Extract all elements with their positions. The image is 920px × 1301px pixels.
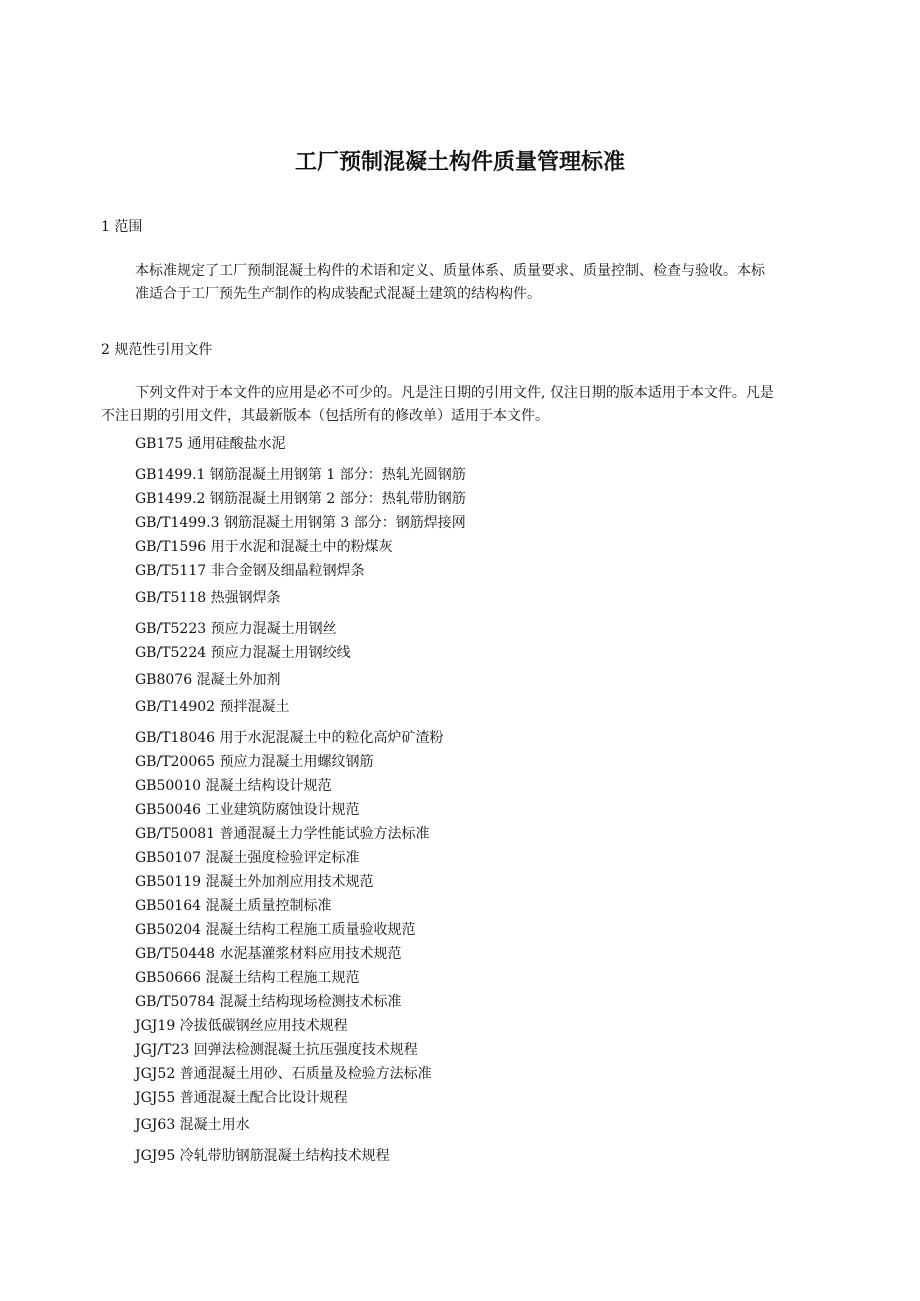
reference-item: GB50119 混凝土外加剂应用技术规范 bbox=[135, 874, 374, 890]
reference-item: GB/T50081 普通混凝土力学性能试验方法标准 bbox=[135, 826, 430, 842]
reference-item: GB/T5223 预应力混凝土用钢丝 bbox=[135, 621, 337, 637]
reference-item: GB/T50784 混凝土结构现场检测技术标准 bbox=[135, 994, 402, 1010]
reference-item: GB/T1499.3 钢筋混凝土用钢第 3 部分：钢筋焊接网 bbox=[135, 515, 466, 531]
reference-item: GB/T5224 预应力混凝土用钢绞线 bbox=[135, 645, 351, 661]
reference-item: GB/T5117 非合金钢及细晶粒钢焊条 bbox=[135, 563, 365, 579]
reference-item: JGJ95 冷轧带肋钢筋混凝土结构技术规程 bbox=[135, 1148, 390, 1164]
reference-item: JGJ52 普通混凝土用砂、石质量及检验方法标准 bbox=[135, 1066, 432, 1082]
reference-item: JGJ55 普通混凝土配合比设计规程 bbox=[135, 1090, 348, 1106]
reference-item: GB/T5118 热强钢焊条 bbox=[135, 590, 281, 606]
reference-item: GB/T20065 预应力混凝土用螺纹钢筋 bbox=[135, 754, 374, 770]
reference-item: GB50164 混凝土质量控制标准 bbox=[135, 898, 332, 914]
reference-item: GB50666 混凝土结构工程施工规范 bbox=[135, 970, 360, 986]
section-heading-normative-references: 2 规范性引用文件 bbox=[101, 342, 213, 358]
paragraph-line: 不注日期的引用文件，其最新版本（包括所有的修改单）适用于本文件。 bbox=[101, 408, 549, 424]
reference-item: JGJ19 冷拔低碳钢丝应用技术规程 bbox=[135, 1018, 348, 1034]
scope-paragraph bbox=[135, 260, 765, 306]
reference-item: GB/T14902 预拌混凝土 bbox=[135, 699, 290, 715]
reference-item: JGJ63 混凝土用水 bbox=[135, 1117, 250, 1133]
reference-item: GB/T18046 用于水泥混凝土中的粒化高炉矿渣粉 bbox=[135, 730, 444, 746]
reference-item: GB175 通用硅酸盐水泥 bbox=[135, 436, 286, 452]
section-heading-scope: 1 范围 bbox=[101, 219, 143, 235]
reference-item: GB/T50448 水泥基灌浆材料应用技术规范 bbox=[135, 946, 402, 962]
reference-item: GB50010 混凝土结构设计规范 bbox=[135, 778, 332, 794]
paragraph-line: 下列文件对于本文件的应用是必不可少的。凡是注日期的引用文件, 仅注日期的版本适用于本文件。凡是 bbox=[135, 385, 774, 401]
references-intro-paragraph bbox=[101, 382, 774, 428]
paragraph-line: 本标准规定了工厂预制混凝土构件的术语和定义、质量体系、质量要求、质量控制、检查与验收。本标 bbox=[135, 263, 765, 279]
reference-item: GB8076 混凝土外加剂 bbox=[135, 672, 281, 688]
reference-item: GB50204 混凝土结构工程施工质量验收规范 bbox=[135, 922, 416, 938]
paragraph-line: 准适合于工厂预先生产制作的构成装配式混凝土建筑的结构构件。 bbox=[135, 286, 541, 302]
reference-item: GB1499.1 钢筋混凝土用钢第 1 部分：热轧光圆钢筋 bbox=[135, 467, 466, 483]
reference-item: GB50046 工业建筑防腐蚀设计规范 bbox=[135, 802, 360, 818]
reference-item: GB50107 混凝土强度检验评定标准 bbox=[135, 850, 360, 866]
reference-item: GB1499.2 钢筋混凝土用钢第 2 部分：热轧带肋钢筋 bbox=[135, 491, 466, 507]
document-title: 工厂预制混凝土构件质量管理标准 bbox=[294, 150, 625, 175]
reference-item: GB/T1596 用于水泥和混凝土中的粉煤灰 bbox=[135, 539, 393, 555]
reference-item: JGJ/T23 回弹法检测混凝土抗压强度技术规程 bbox=[135, 1042, 418, 1058]
